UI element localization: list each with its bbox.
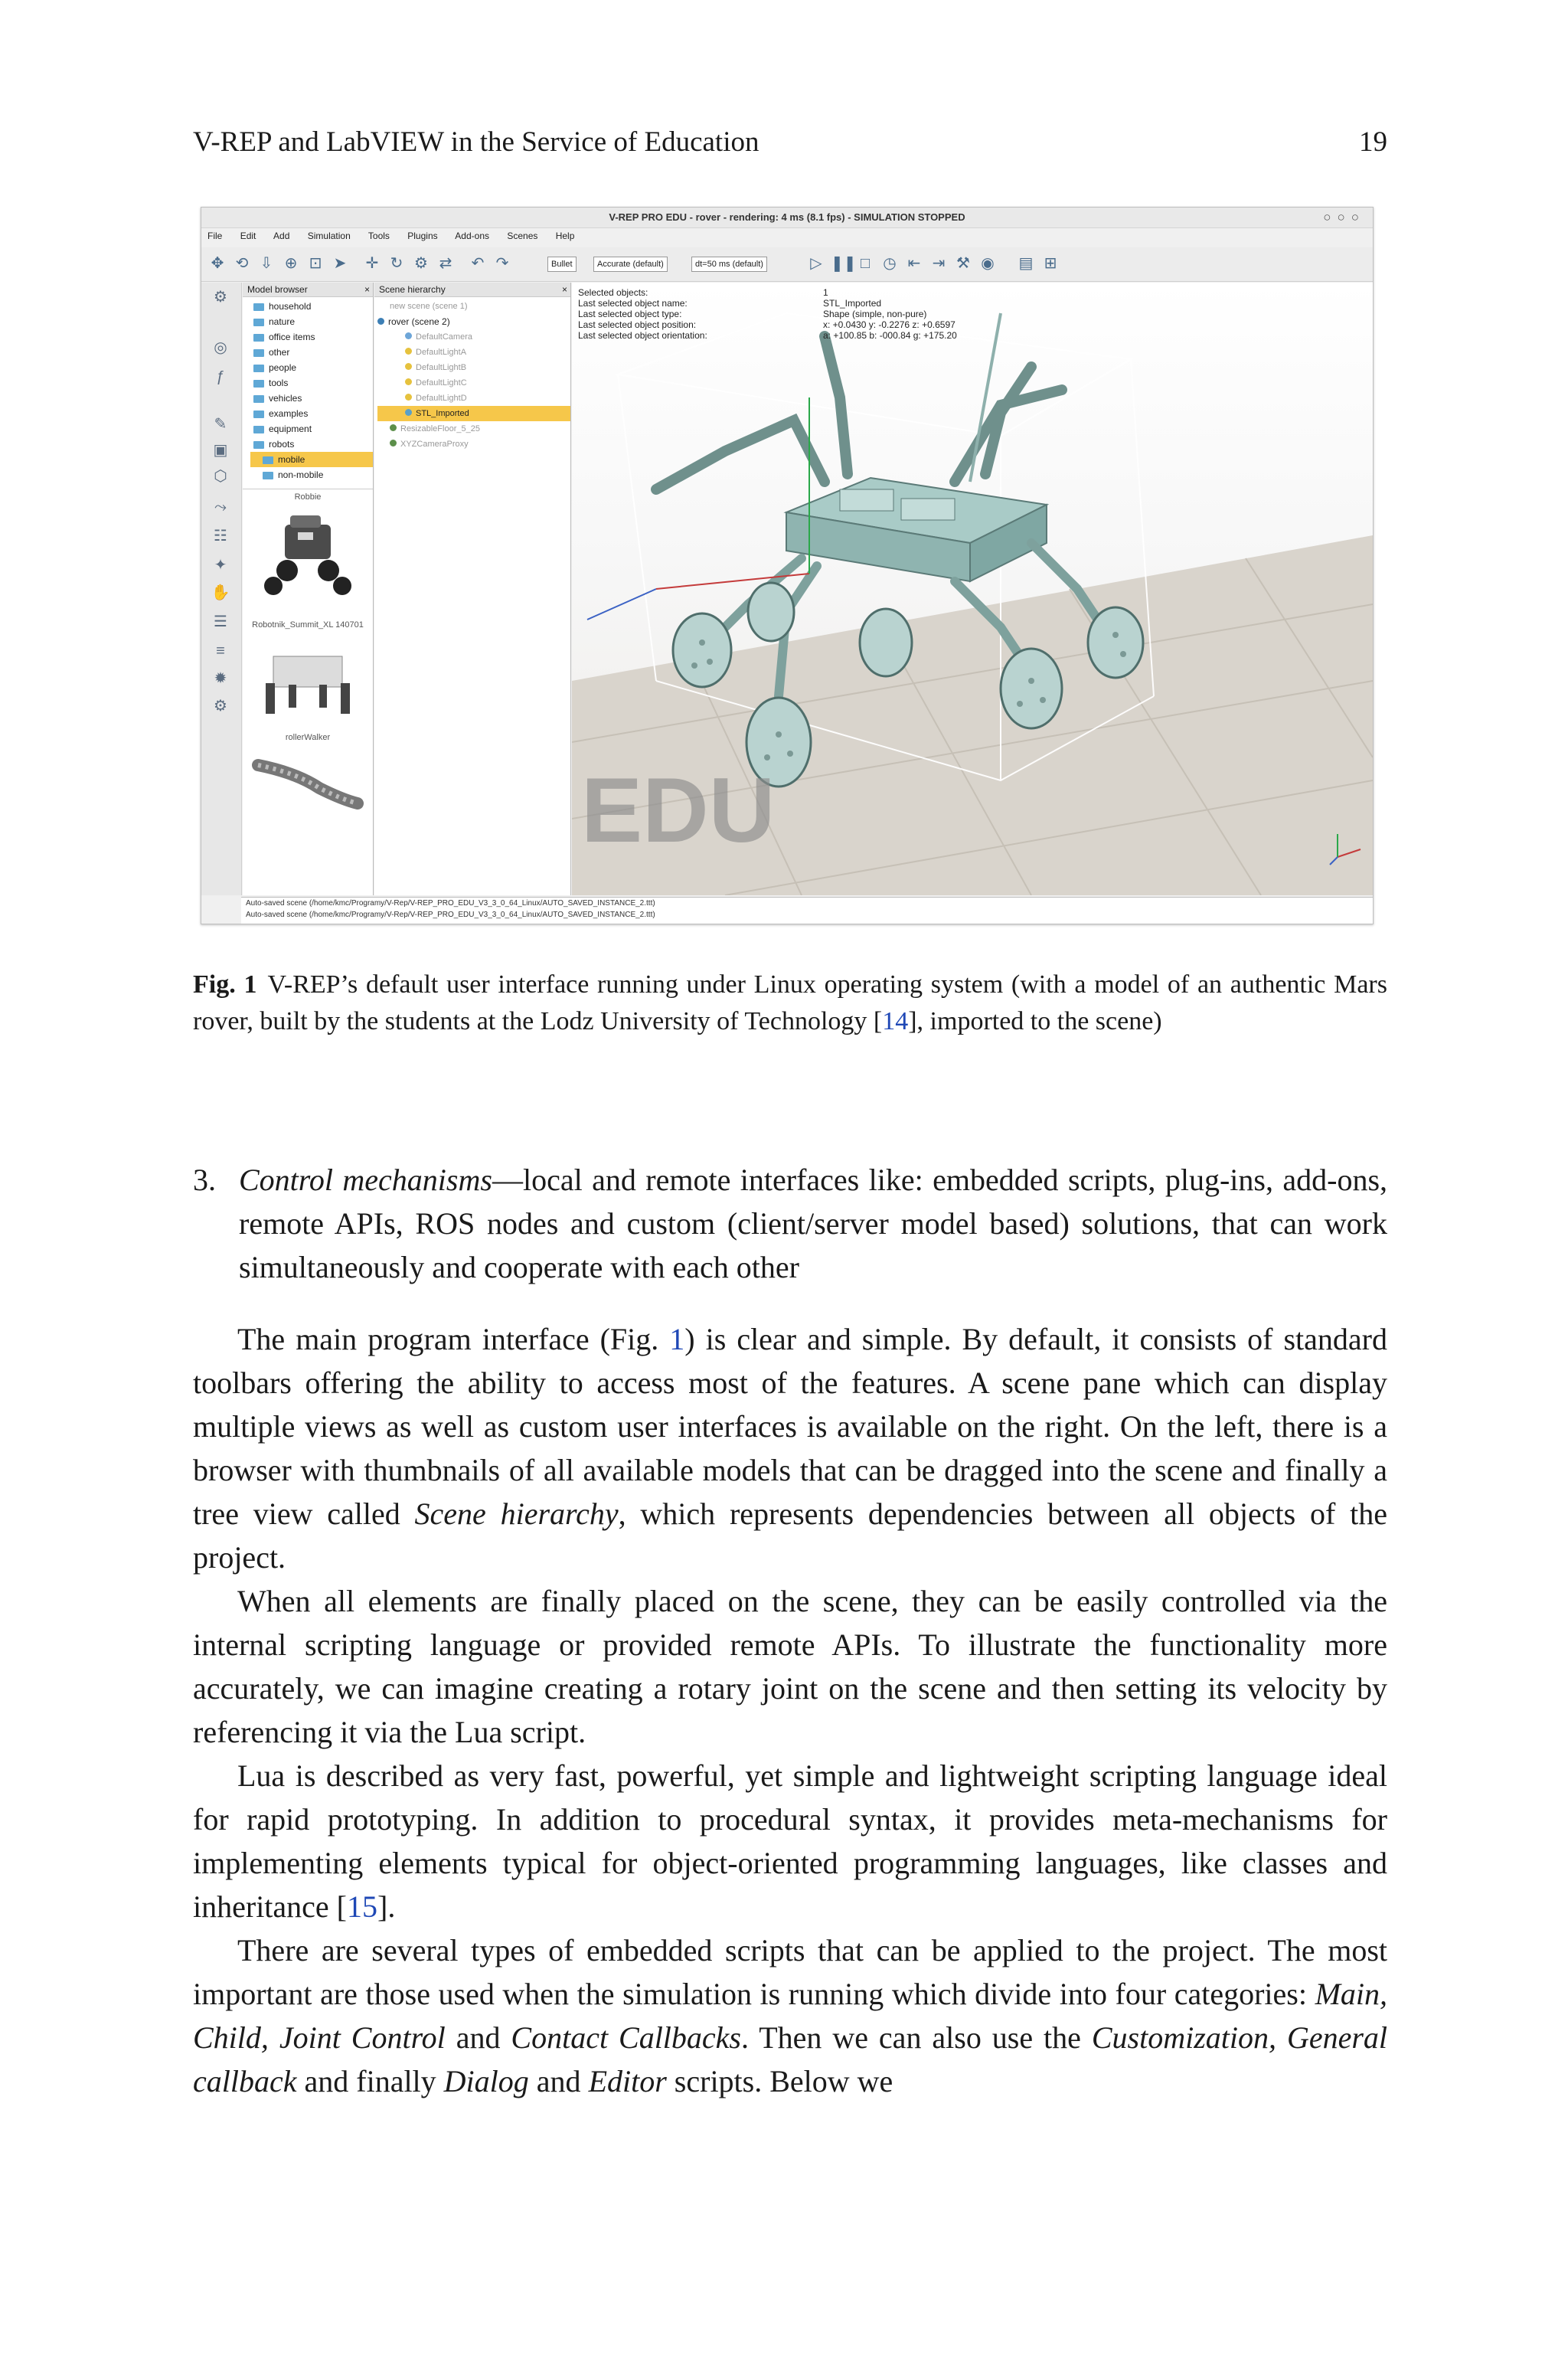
rotate-view-icon[interactable]: ⟲ <box>235 255 249 272</box>
layers-icon[interactable]: ▣ <box>213 442 228 459</box>
object-properties-icon[interactable]: ✦ <box>214 557 227 574</box>
scene-item-light-c[interactable]: DefaultLightC <box>377 375 570 391</box>
physics-engine-select[interactable]: Bullet <box>547 257 577 272</box>
folder-other[interactable]: other <box>253 345 373 360</box>
play-icon[interactable]: ▷ <box>810 255 822 272</box>
folder-examples[interactable]: examples <box>253 406 373 421</box>
fit-view-icon[interactable]: ⊡ <box>309 255 322 272</box>
scene-item-camera-proxy[interactable]: XYZCameraProxy <box>377 437 570 452</box>
paragraph: There are several types of embedded scripts that can be applied to the project. The most important are those used when the simulation is running which divide into four categories: Main, Child, Joint Control and Contact Callbacks. Then we can also use the Customization, General callback and finally Dialog and Editor scripts. Below we <box>193 1933 1388 2098</box>
window-controls-icon[interactable]: ○○○ <box>1323 210 1365 224</box>
folder-icon <box>253 334 264 342</box>
menu-tools[interactable]: Tools <box>368 231 390 241</box>
scene-item-stl-imported[interactable]: STL_Imported <box>377 406 570 421</box>
folder-nature[interactable]: nature <box>253 314 373 329</box>
folder-non-mobile[interactable]: non-mobile <box>253 467 373 482</box>
scene-item-floor[interactable]: ResizableFloor_5_25 <box>377 421 570 437</box>
window-title: V-REP PRO EDU - rover - rendering: 4 ms (8.1 fps) - SIMULATION STOPPED <box>609 211 965 223</box>
scene-item-new-scene[interactable]: new scene (scene 1) <box>390 302 468 311</box>
thumbnail-area <box>243 489 373 815</box>
folder-icon <box>253 426 264 433</box>
model-browser-toggle-icon[interactable]: ✋ <box>211 584 230 601</box>
click-select-icon[interactable]: ➤ <box>333 255 347 272</box>
scene-hierarchy-header <box>374 283 570 297</box>
scene-hierarchy-title: Scene hierarchy <box>379 284 446 295</box>
running-head <box>193 126 1387 164</box>
list-description: —local and remote interfaces like: embedded scripts, plug-ins, add-ons, remote APIs, ROS nodes and custom (client/server model based) solutions, that can work simultaneously and cooperate with each other <box>239 1163 1388 1284</box>
simulation-settings-icon[interactable]: ⚙ <box>214 289 227 306</box>
timestep-select[interactable]: dt=50 ms (default) <box>691 257 767 272</box>
light-icon <box>405 378 412 385</box>
body-text <box>193 1317 1387 2103</box>
pause-icon[interactable]: ❚❚ <box>831 255 857 272</box>
scene-viewport[interactable] <box>572 283 1373 895</box>
accuracy-select[interactable]: Accurate (default) <box>593 257 668 272</box>
model-icon <box>390 440 397 446</box>
edu-watermark: EDU <box>581 759 776 862</box>
caption-text: V-REP’s default user interface running under Linux operating system (with a model of an authentic Mars rover, built by the students at the Lodz University of Technology [ <box>193 970 1387 1035</box>
scene-item-rover[interactable]: rover (scene 2) <box>377 314 570 329</box>
pan-view-icon[interactable]: ✥ <box>211 255 224 272</box>
figure-vrep-screenshot <box>201 207 1374 924</box>
light-icon <box>405 394 412 401</box>
scene-item-light-b[interactable]: DefaultLightB <box>377 360 570 375</box>
status-line: Auto-saved scene (/home/kmc/Programy/V-Rep/V-REP_PRO_EDU_V3_3_0_64_Linux/AUTO_SAVED_INSTANCE_2.ttt) <box>246 911 655 919</box>
folder-icon <box>253 380 264 388</box>
selection-info <box>578 287 957 341</box>
running-head-title: V-REP and LabVIEW in the Service of Education <box>193 126 760 158</box>
threaded-rendering-icon[interactable]: ⚒ <box>956 255 970 272</box>
citation-link[interactable]: 15 <box>347 1889 377 1924</box>
scene-item-light-a[interactable]: DefaultLightA <box>377 345 570 360</box>
menu-help[interactable]: Help <box>555 231 575 241</box>
figure-ref-link[interactable]: 1 <box>669 1322 685 1356</box>
folder-people[interactable]: people <box>253 360 373 375</box>
thumbnail-label-rollerwalker: rollerWalker <box>285 733 331 742</box>
assemble-icon[interactable]: ⚙ <box>414 255 428 272</box>
thumbnail-label-summit: Robotnik_Summit_XL 140701 <box>252 620 364 630</box>
shape-edit-icon[interactable]: ⬡ <box>214 468 227 485</box>
transfer-dna-icon[interactable]: ⇄ <box>439 255 452 272</box>
menu-simulation[interactable]: Simulation <box>307 231 351 241</box>
model-browser-panel <box>243 283 374 895</box>
folder-mobile[interactable]: mobile <box>250 452 373 467</box>
light-icon <box>405 363 412 370</box>
figure-caption <box>193 967 1387 1040</box>
thumbnail-label-robbie: Robbie <box>294 492 322 502</box>
folder-icon <box>253 411 264 418</box>
info-row: Last selected object name: STL_Imported <box>578 298 882 309</box>
shift-view-icon[interactable]: ⇩ <box>260 255 273 272</box>
folder-icon <box>253 395 264 403</box>
menu-plugins[interactable]: Plugins <box>407 231 438 241</box>
scene-item-light-d[interactable]: DefaultLightD <box>377 391 570 406</box>
menu-add[interactable]: Add <box>273 231 290 241</box>
object-settings-icon[interactable]: ⚙ <box>214 698 227 715</box>
scripts-icon[interactable]: ✎ <box>214 416 227 433</box>
redo-icon[interactable]: ↷ <box>495 255 509 272</box>
window-title-bar <box>201 208 1373 228</box>
close-icon[interactable]: × <box>364 284 370 295</box>
model-icon <box>390 424 397 431</box>
folder-icon <box>263 472 273 479</box>
paragraph: Lua is described as very fast, powerful, yet simple and lightweight scripting language ideal for rapid prototyping. In addition to procedural syntax, it provides meta-mechanisms for implementing elements typical for object-oriented programming languages, like classes and inheritance [15]. <box>193 1758 1387 1924</box>
folder-icon <box>253 365 264 372</box>
undo-icon[interactable]: ↶ <box>471 255 485 272</box>
folder-robots[interactable]: robots <box>253 437 373 452</box>
menu-addons[interactable]: Add-ons <box>455 231 489 241</box>
folder-icon <box>253 303 264 311</box>
list-text <box>239 1158 1387 1289</box>
collection-icon[interactable]: ◎ <box>214 339 227 356</box>
menu-bar <box>207 231 590 241</box>
path-edit-icon[interactable]: ⤳ <box>214 499 227 515</box>
paragraph: The main program interface (Fig. 1) is clear and simple. By default, it consists of standard toolbars offering the ability to access most of the features. A scene pane which can display multiple views as well as custom user interfaces is available on the right. On the left, there is a browser with thumbnails of all available models that can be dragged into the scene and finally a tree view called Scene hierarchy, which represents dependencies between all objects of the project. <box>193 1322 1387 1575</box>
user-settings-icon[interactable]: ✹ <box>214 670 227 687</box>
model-browser-header <box>243 283 373 297</box>
summit-thumbnail[interactable] <box>243 630 373 729</box>
folder-vehicles[interactable]: vehicles <box>253 391 373 406</box>
folder-icon <box>253 349 264 357</box>
folder-icon <box>263 456 273 464</box>
folder-icon <box>253 319 264 326</box>
camera-icon <box>405 332 412 339</box>
menu-scenes[interactable]: Scenes <box>507 231 538 241</box>
info-row: Selected objects: 1 <box>578 287 828 298</box>
folder-tools[interactable]: tools <box>253 375 373 391</box>
folder-office-items[interactable]: office items <box>253 329 373 345</box>
shape-icon <box>405 409 412 416</box>
folder-household[interactable]: household <box>253 299 373 314</box>
paragraph: When all elements are finally placed on the scene, they can be easily controlled via the internal scripting language or provided remote APIs. To illustrate the functionality more accurately, we can imagine creating a rotary joint on the scene and then setting its velocity by referencing it via the Lua script. <box>193 1584 1387 1749</box>
folder-equipment[interactable]: equipment <box>253 421 373 437</box>
model-browser-title: Model browser <box>247 284 308 295</box>
page-selector-icon[interactable]: ⊞ <box>1044 255 1057 272</box>
status-bar <box>241 897 1374 924</box>
list-number: 3. <box>193 1163 216 1197</box>
status-line: Auto-saved scene (/home/kmc/Programy/V-Rep/V-REP_PRO_EDU_V3_3_0_64_Linux/AUTO_SAVED_INSTANCE_2.ttt) <box>246 899 655 908</box>
main-toolbar <box>201 247 1373 282</box>
figure-label: Fig. 1 <box>193 970 257 999</box>
scene-switch-icon[interactable]: ▤ <box>1018 255 1034 272</box>
folder-icon <box>253 441 264 449</box>
light-icon <box>405 348 412 355</box>
page-number: 19 <box>1359 126 1387 158</box>
info-row: Last selected object type: Shape (simple, non-pure) <box>578 309 927 319</box>
slower-icon[interactable]: ⇤ <box>907 255 921 272</box>
robbie-thumbnail[interactable] <box>243 502 373 617</box>
citation-link[interactable]: 14 <box>882 1007 909 1035</box>
left-toolbar <box>201 283 242 895</box>
close-icon[interactable]: × <box>561 284 567 295</box>
info-row: Last selected object orientation: a: +100.85 b: -000.84 g: +175.20 <box>578 330 957 341</box>
scene-item-camera[interactable]: DefaultCamera <box>377 329 570 345</box>
menu-edit[interactable]: Edit <box>240 231 256 241</box>
object-move-icon[interactable]: ✛ <box>365 255 379 272</box>
scene-hierarchy-toggle-icon[interactable]: ☰ <box>214 613 227 630</box>
faster-icon[interactable]: ⇥ <box>932 255 946 272</box>
scene-hierarchy-panel <box>374 283 571 895</box>
caption-text-end: ], imported to the scene) <box>908 1007 1162 1035</box>
realtime-icon[interactable]: ◷ <box>883 255 897 272</box>
selection-icon[interactable]: ☷ <box>214 528 227 545</box>
zoom-view-icon[interactable]: ⊕ <box>284 255 298 272</box>
list-term: Control mechanisms <box>239 1163 492 1197</box>
globe-icon <box>377 318 384 325</box>
rollerwalker-thumbnail[interactable] <box>243 742 373 811</box>
menu-file[interactable]: File <box>207 231 223 241</box>
toggle-visualization-icon[interactable]: ◉ <box>981 255 995 272</box>
calculation-modules-icon[interactable]: ƒ <box>216 368 225 385</box>
stop-icon[interactable]: □ <box>860 255 871 272</box>
info-row: Last selected object position: x: +0.0430 y: -0.2276 z: +0.6597 <box>578 319 956 330</box>
layer-view-icon[interactable]: ≡ <box>216 643 225 659</box>
object-rotate-icon[interactable]: ↻ <box>390 255 403 272</box>
